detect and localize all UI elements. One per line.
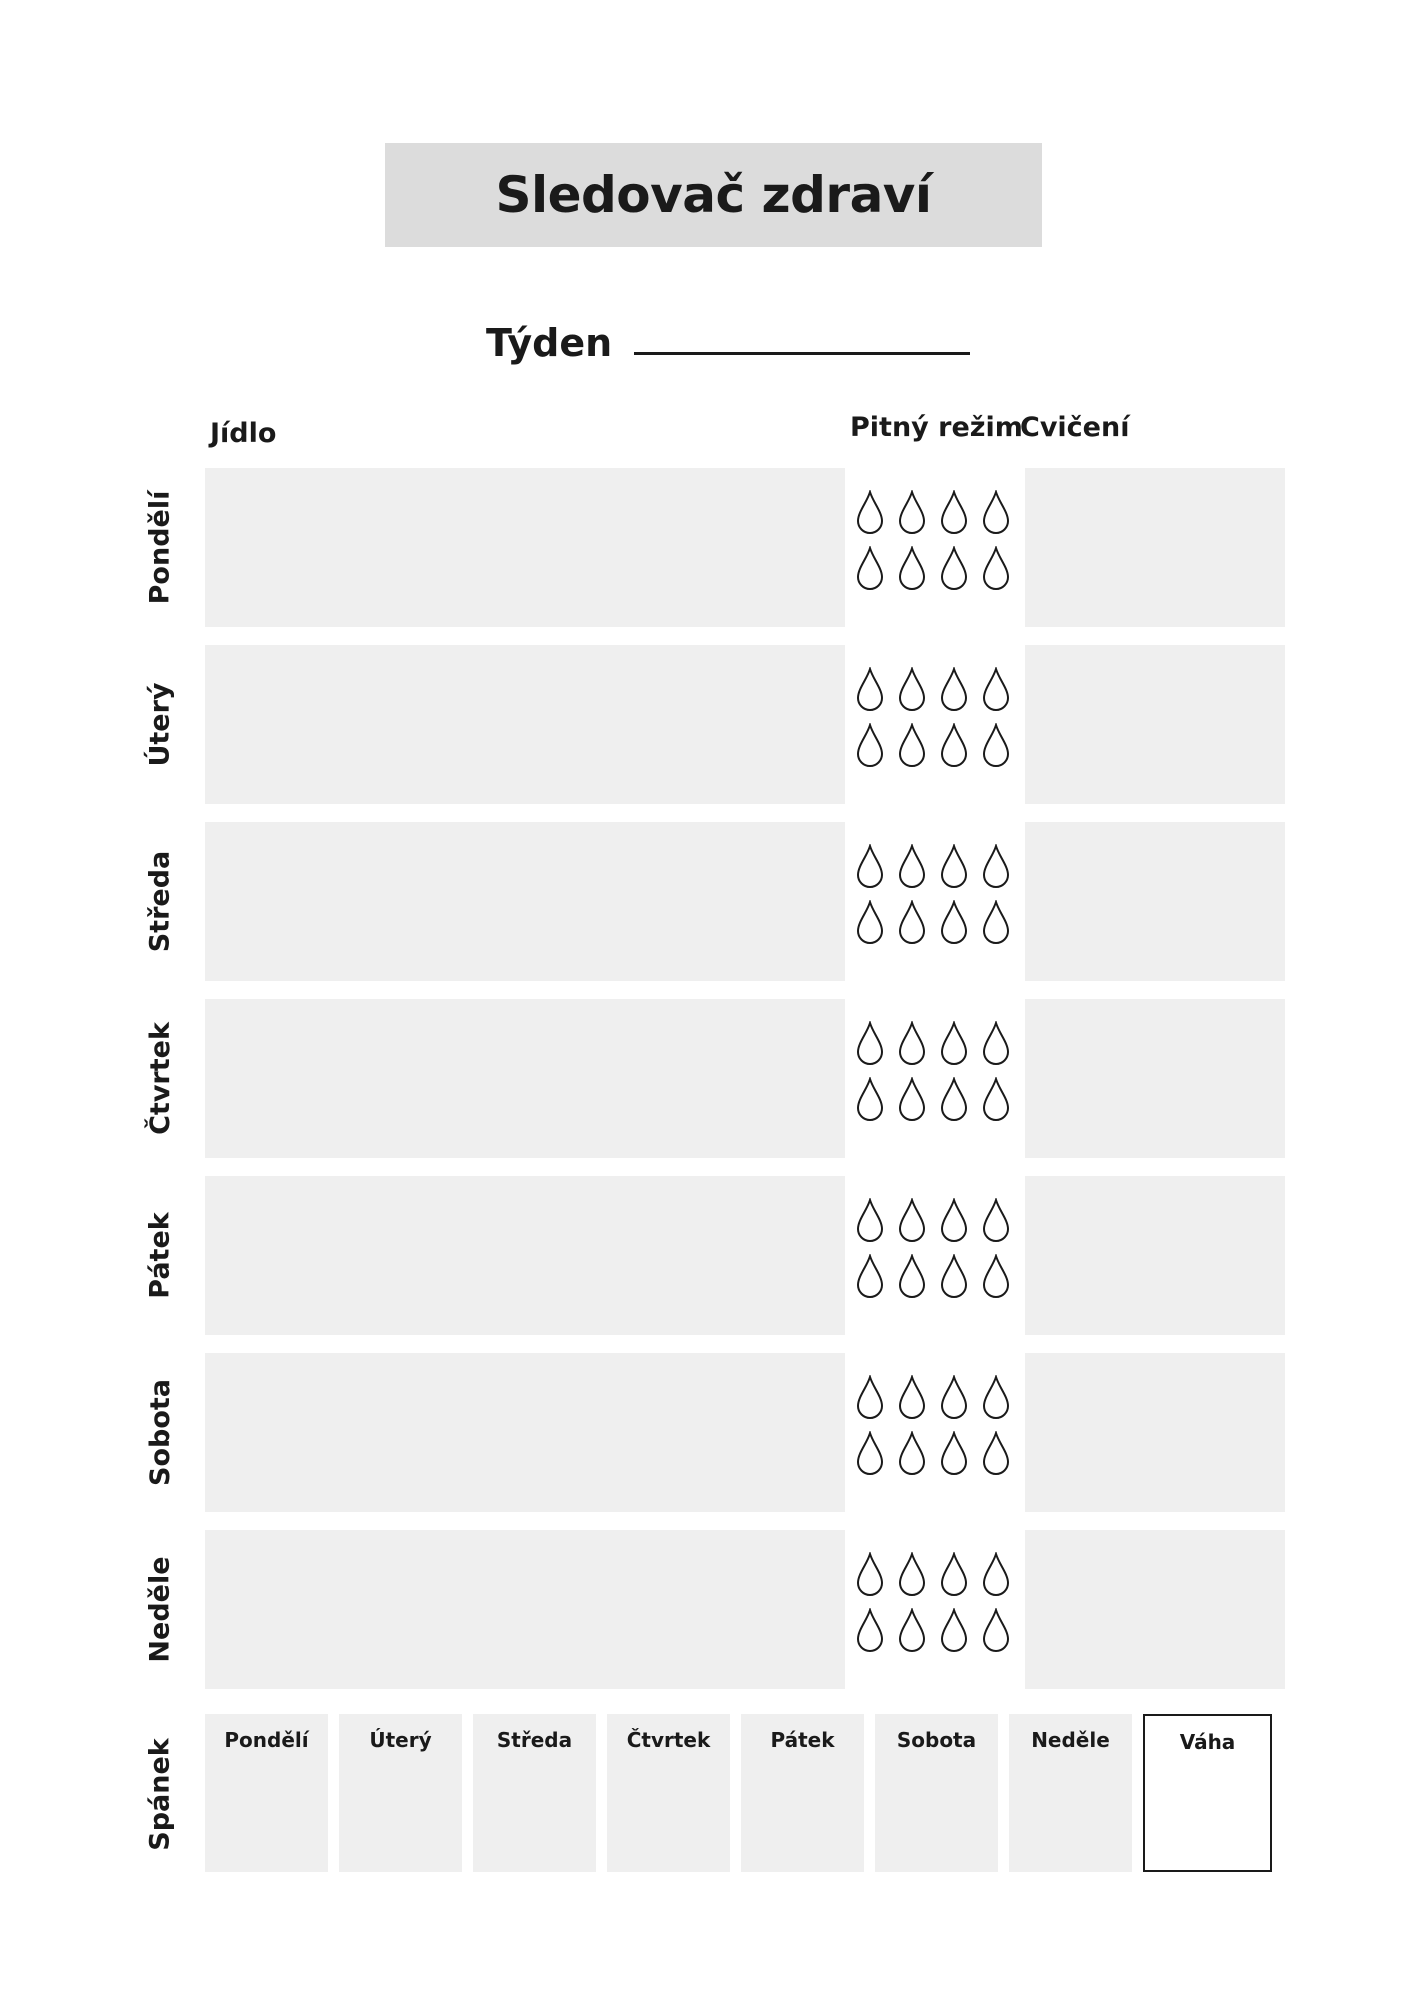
water-drop-icon[interactable]: [981, 844, 1011, 888]
sleep-cell-wednesday[interactable]: Středa: [473, 1714, 596, 1872]
water-tracker: [855, 1375, 1025, 1495]
water-drop-icon[interactable]: [897, 1375, 927, 1419]
food-box[interactable]: [205, 1176, 845, 1335]
water-drop-icon[interactable]: [939, 546, 969, 590]
water-drop-icon[interactable]: [897, 546, 927, 590]
weight-box[interactable]: Váha: [1143, 1714, 1272, 1872]
water-tracker: [855, 490, 1025, 610]
water-drop-icon[interactable]: [897, 723, 927, 767]
food-box[interactable]: [205, 999, 845, 1158]
exercise-box[interactable]: [1025, 822, 1285, 981]
water-drop-icon[interactable]: [897, 1608, 927, 1652]
column-header-exercise: Cvičení: [1020, 412, 1130, 443]
water-drop-icon[interactable]: [939, 1021, 969, 1065]
water-drop-icon[interactable]: [981, 1254, 1011, 1298]
water-drop-icon[interactable]: [855, 1375, 885, 1419]
water-drop-icon[interactable]: [939, 667, 969, 711]
water-drop-icon[interactable]: [897, 844, 927, 888]
water-drop-icon[interactable]: [939, 1552, 969, 1596]
exercise-box[interactable]: [1025, 645, 1285, 804]
sleep-cells: [205, 1714, 1272, 1872]
day-row: [140, 1353, 1285, 1512]
water-drop-icon[interactable]: [855, 1608, 885, 1652]
water-drop-icon[interactable]: [855, 1198, 885, 1242]
food-box[interactable]: [205, 1530, 845, 1689]
sleep-row: [140, 1714, 1285, 1874]
week-input-line[interactable]: [634, 352, 970, 355]
water-drop-icon[interactable]: [939, 1431, 969, 1475]
sleep-cell-monday[interactable]: Pondělí: [205, 1714, 328, 1872]
water-drop-icon[interactable]: [939, 900, 969, 944]
page-title: Sledovač zdraví: [495, 166, 932, 224]
food-box[interactable]: [205, 468, 845, 627]
day-label: Středa: [144, 850, 176, 953]
day-label: Neděle: [144, 1556, 176, 1663]
water-tracker: [855, 844, 1025, 964]
water-drop-icon[interactable]: [855, 1254, 885, 1298]
week-label: Týden: [486, 321, 613, 365]
water-drop-icon[interactable]: [981, 1198, 1011, 1242]
day-label: Sobota: [144, 1379, 176, 1486]
water-drop-icon[interactable]: [939, 1077, 969, 1121]
water-drop-icon[interactable]: [897, 1198, 927, 1242]
water-tracker: [855, 667, 1025, 787]
day-label: Čtvrtek: [144, 1022, 176, 1135]
exercise-box[interactable]: [1025, 1530, 1285, 1689]
water-tracker: [855, 1198, 1025, 1318]
water-drop-icon[interactable]: [981, 900, 1011, 944]
water-drop-icon[interactable]: [981, 1375, 1011, 1419]
sleep-cell-tuesday[interactable]: Úterý: [339, 1714, 462, 1872]
water-drop-icon[interactable]: [855, 490, 885, 534]
water-drop-icon[interactable]: [939, 1375, 969, 1419]
water-drop-icon[interactable]: [981, 1431, 1011, 1475]
water-drop-icon[interactable]: [897, 1077, 927, 1121]
food-box[interactable]: [205, 822, 845, 981]
weekly-grid: [140, 468, 1285, 1689]
water-drop-icon[interactable]: [855, 1431, 885, 1475]
day-row: [140, 1176, 1285, 1335]
water-drop-icon[interactable]: [981, 1077, 1011, 1121]
sleep-cell-thursday[interactable]: Čtvrtek: [607, 1714, 730, 1872]
water-drop-icon[interactable]: [939, 723, 969, 767]
water-drop-icon[interactable]: [939, 844, 969, 888]
water-drop-icon[interactable]: [939, 1198, 969, 1242]
water-drop-icon[interactable]: [855, 900, 885, 944]
sleep-label: Spánek: [144, 1737, 176, 1851]
water-drop-icon[interactable]: [981, 667, 1011, 711]
water-drop-icon[interactable]: [981, 723, 1011, 767]
water-drop-icon[interactable]: [897, 667, 927, 711]
water-drop-icon[interactable]: [855, 1021, 885, 1065]
water-drop-icon[interactable]: [981, 490, 1011, 534]
water-tracker: [855, 1021, 1025, 1141]
exercise-box[interactable]: [1025, 1353, 1285, 1512]
day-row: [140, 645, 1285, 804]
water-drop-icon[interactable]: [981, 1608, 1011, 1652]
water-drop-icon[interactable]: [981, 1552, 1011, 1596]
water-drop-icon[interactable]: [939, 1608, 969, 1652]
water-drop-icon[interactable]: [897, 900, 927, 944]
water-drop-icon[interactable]: [939, 490, 969, 534]
exercise-box[interactable]: [1025, 468, 1285, 627]
water-drop-icon[interactable]: [855, 723, 885, 767]
water-drop-icon[interactable]: [981, 546, 1011, 590]
water-drop-icon[interactable]: [855, 1077, 885, 1121]
water-drop-icon[interactable]: [897, 1021, 927, 1065]
sleep-cell-sunday[interactable]: Neděle: [1009, 1714, 1132, 1872]
title-banner: [385, 143, 1042, 247]
sleep-cell-saturday[interactable]: Sobota: [875, 1714, 998, 1872]
water-tracker: [855, 1552, 1025, 1672]
water-drop-icon[interactable]: [897, 1431, 927, 1475]
day-row: [140, 1530, 1285, 1689]
day-row: [140, 468, 1285, 627]
water-drop-icon[interactable]: [897, 490, 927, 534]
day-row: [140, 999, 1285, 1158]
water-drop-icon[interactable]: [855, 667, 885, 711]
water-drop-icon[interactable]: [897, 1552, 927, 1596]
water-drop-icon[interactable]: [855, 844, 885, 888]
exercise-box[interactable]: [1025, 1176, 1285, 1335]
column-header-water: Pitný režim: [850, 412, 1023, 443]
water-drop-icon[interactable]: [855, 1552, 885, 1596]
exercise-box[interactable]: [1025, 999, 1285, 1158]
water-drop-icon[interactable]: [981, 1021, 1011, 1065]
water-drop-icon[interactable]: [897, 1254, 927, 1298]
water-drop-icon[interactable]: [855, 546, 885, 590]
sleep-cell-friday[interactable]: Pátek: [741, 1714, 864, 1872]
food-box[interactable]: [205, 1353, 845, 1512]
food-box[interactable]: [205, 645, 845, 804]
day-row: [140, 822, 1285, 981]
week-field: [486, 305, 970, 365]
day-label: Úterý: [144, 682, 176, 767]
column-header-food: Jídlo: [210, 418, 277, 449]
day-label: Pátek: [144, 1212, 176, 1299]
water-drop-icon[interactable]: [939, 1254, 969, 1298]
day-label: Pondělí: [144, 490, 176, 605]
